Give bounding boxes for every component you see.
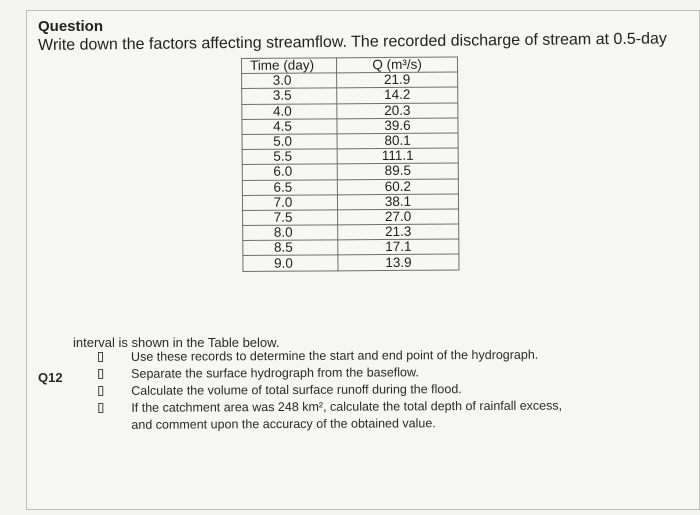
table-row: [242, 163, 458, 180]
cell-time: 5.5: [242, 149, 337, 165]
table-row: [242, 178, 458, 195]
task-text: If the catchment area was 248 km², calculate the total depth of rainfall excess,: [131, 398, 563, 415]
table-row: [242, 148, 458, 165]
bullet-box-icon: [98, 369, 103, 379]
table-row: [242, 87, 458, 104]
cell-discharge: 13.9: [338, 254, 459, 270]
table-row: [242, 118, 458, 135]
bullet-box-icon: [98, 352, 103, 362]
header-discharge: Q (m³/s): [337, 57, 458, 73]
cell-time: 4.0: [242, 103, 337, 119]
cell-discharge: 89.5: [337, 163, 458, 179]
task-text: Separate the surface hydrograph from the baseflow.: [131, 365, 419, 381]
cell-time: 3.5: [242, 88, 337, 104]
task-item: [98, 398, 562, 434]
bullet-box-icon: [98, 386, 103, 396]
table-header-row: [242, 57, 458, 74]
cell-discharge: 14.2: [337, 87, 458, 103]
table-row: [243, 254, 459, 271]
task-text: Use these records to determine the start and end point of the hydrograph.: [131, 347, 539, 364]
table-row: [242, 194, 458, 211]
task-continuation: and comment upon the accuracy of the obtained value.: [131, 416, 436, 432]
cell-time: 7.0: [242, 195, 337, 211]
cell-time: 8.0: [243, 225, 338, 241]
cell-discharge: 20.3: [337, 103, 458, 119]
cell-discharge: 39.6: [337, 118, 458, 134]
cell-time: 3.0: [242, 73, 337, 89]
table-row: [243, 209, 459, 226]
cell-discharge: 111.1: [337, 148, 458, 164]
discharge-table-wrapper: [241, 56, 459, 271]
cell-discharge: 60.2: [337, 178, 458, 194]
question-heading: Question: [38, 18, 104, 35]
cell-discharge: 21.9: [337, 72, 458, 88]
task-list: [98, 347, 562, 434]
cell-time: 5.0: [242, 134, 337, 150]
table-row: [243, 239, 459, 256]
cell-discharge: 38.1: [337, 194, 458, 210]
cell-discharge: 21.3: [338, 224, 459, 240]
cell-time: 4.5: [242, 119, 337, 135]
question-intro: Write down the factors affecting streamflow. The recorded discharge of stream at 0.5-day: [38, 30, 667, 54]
bullet-box-icon: [98, 403, 103, 413]
table-row: [243, 224, 459, 241]
table-row: [242, 133, 458, 150]
cell-discharge: 17.1: [338, 239, 459, 255]
discharge-table: [241, 56, 459, 271]
question-number: Q12: [38, 370, 63, 385]
task-text: Calculate the volume of total surface runoff during the flood.: [131, 382, 462, 398]
cell-time: 9.0: [243, 255, 338, 271]
cell-discharge: 80.1: [337, 133, 458, 149]
table-row: [242, 72, 458, 89]
table-body: [242, 72, 459, 271]
table-row: [242, 103, 458, 120]
cell-discharge: 27.0: [338, 209, 459, 225]
interval-text: interval is shown in the Table below.: [73, 335, 280, 350]
header-time: Time (day): [242, 58, 337, 74]
cell-time: 6.5: [242, 179, 337, 195]
cell-time: 7.5: [243, 210, 338, 226]
cell-time: 8.5: [243, 240, 338, 256]
cell-time: 6.0: [242, 164, 337, 180]
